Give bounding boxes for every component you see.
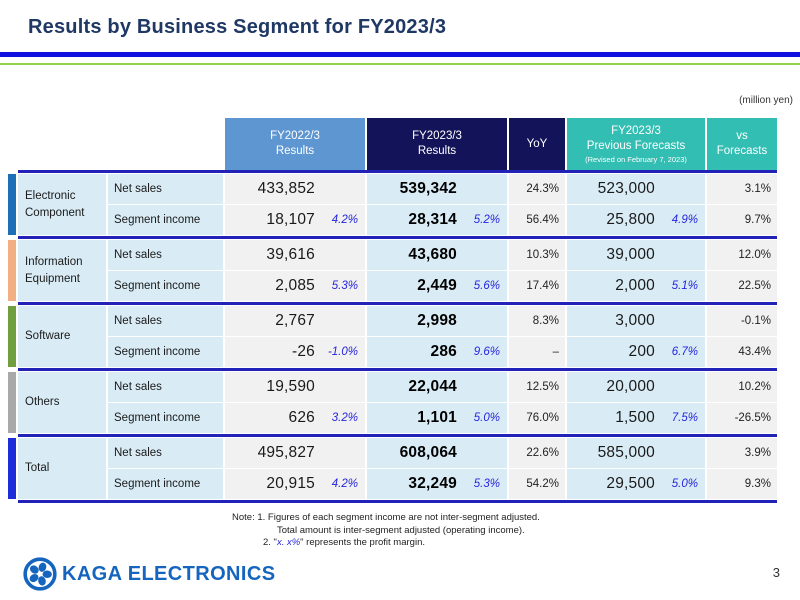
value: 3,000 [615, 312, 655, 329]
profit-margin: 5.6% [473, 280, 500, 292]
vs-forecast-cell: 22.5% [707, 271, 777, 301]
column-header-fy2023-results [367, 118, 507, 170]
table-row [108, 403, 777, 433]
table-row [108, 205, 777, 235]
forecast-cell [567, 174, 705, 204]
table-row [108, 174, 777, 204]
group-separator-line [18, 302, 777, 305]
table-bottom-line [18, 500, 777, 503]
value-cell-fy2022 [225, 240, 365, 270]
profit-margin: 5.1% [671, 280, 698, 292]
forecast-cell [567, 337, 705, 367]
header-line: YoY [526, 137, 548, 150]
value-cell-fy2022 [225, 469, 365, 499]
yoy-cell: 12.5% [509, 372, 565, 402]
value: 2,998 [417, 312, 457, 329]
value: 19,590 [266, 378, 315, 395]
value: 286 [430, 343, 457, 360]
value: 20,000 [606, 378, 655, 395]
column-header-previous-forecasts [567, 118, 705, 170]
unit-label: (million yen) [739, 95, 793, 106]
value: 43,680 [408, 246, 457, 263]
header-line: FY2023/3 [611, 124, 661, 137]
yoy-cell: 76.0% [509, 403, 565, 433]
vs-forecast-cell: 3.1% [707, 174, 777, 204]
logo-text: KAGA ELECTRONICS [62, 562, 276, 585]
value-cell-fy2023 [367, 174, 507, 204]
group-separator-line [18, 368, 777, 371]
value-cell-fy2023 [367, 205, 507, 235]
vs-forecast-cell: 9.3% [707, 469, 777, 499]
row-label: Net sales [108, 372, 223, 402]
row-label: Segment income [108, 205, 223, 235]
value: 39,616 [266, 246, 315, 263]
value: 626 [288, 409, 315, 426]
value: 585,000 [597, 444, 655, 461]
value-cell-fy2022 [225, 403, 365, 433]
vs-forecast-cell: 10.2% [707, 372, 777, 402]
header-line: Previous Forecasts [586, 139, 686, 152]
value: 20,915 [266, 475, 315, 492]
forecast-cell [567, 438, 705, 468]
forecast-cell [567, 469, 705, 499]
value: 2,085 [275, 277, 315, 294]
group-separator-line [18, 434, 777, 437]
value: 433,852 [257, 180, 315, 197]
segment-name: Total [18, 438, 106, 499]
segment-name: Software [18, 306, 106, 367]
profit-margin: 5.0% [473, 412, 500, 424]
yoy-cell: 24.3% [509, 174, 565, 204]
row-label: Net sales [108, 174, 223, 204]
value: 1,500 [615, 409, 655, 426]
value: 523,000 [597, 180, 655, 197]
profit-margin: 5.0% [671, 478, 698, 490]
row-label: Net sales [108, 306, 223, 336]
forecast-cell [567, 372, 705, 402]
vs-forecast-cell: -0.1% [707, 306, 777, 336]
forecast-cell [567, 240, 705, 270]
header-line: Results [417, 145, 457, 157]
segment-group-total [8, 438, 777, 499]
segment-name: Others [18, 372, 106, 433]
header-separator-line [18, 170, 777, 173]
column-header-vs-forecasts [707, 118, 777, 170]
vs-forecast-cell: 43.4% [707, 337, 777, 367]
value: 2,449 [417, 277, 457, 294]
table-row [108, 337, 777, 367]
segment-color-bar [8, 174, 16, 235]
segment-color-bar [8, 438, 16, 499]
profit-margin: 5.2% [473, 214, 500, 226]
value: 495,827 [257, 444, 315, 461]
segment-group-electronic-component [8, 174, 777, 235]
value-cell-fy2023 [367, 240, 507, 270]
yoy-cell: 56.4% [509, 205, 565, 235]
profit-margin: -1.0% [327, 346, 358, 358]
value-cell-fy2022 [225, 438, 365, 468]
row-label: Net sales [108, 438, 223, 468]
header-revision-note: (Revised on February 7, 2023) [585, 154, 687, 164]
row-label: Net sales [108, 240, 223, 270]
table-row [108, 306, 777, 336]
value-cell-fy2022 [225, 205, 365, 235]
forecast-cell [567, 403, 705, 433]
vs-forecast-cell: 9.7% [707, 205, 777, 235]
value: 608,064 [399, 444, 457, 461]
note-line-2: Total amount is inter-segment adjusted (operating income). [277, 524, 525, 536]
value: 25,800 [606, 211, 655, 228]
segment-group-information-equipment [8, 240, 777, 301]
group-separator-line [18, 236, 777, 239]
yoy-cell: – [509, 337, 565, 367]
title-underline-blue [0, 52, 800, 57]
profit-margin: 4.9% [671, 214, 698, 226]
profit-margin: 3.2% [331, 412, 358, 424]
forecast-cell [567, 205, 705, 235]
yoy-cell: 54.2% [509, 469, 565, 499]
header-line: Forecasts [716, 145, 768, 157]
table-row [108, 372, 777, 402]
value: 22,044 [408, 378, 457, 395]
segment-color-bar [8, 372, 16, 433]
profit-margin: 9.6% [473, 346, 500, 358]
row-label: Segment income [108, 271, 223, 301]
value-cell-fy2023 [367, 337, 507, 367]
column-header-fy2022-results [225, 118, 365, 170]
table-row [108, 469, 777, 499]
row-label: Segment income [108, 469, 223, 499]
value: 539,342 [399, 180, 457, 197]
profit-margin: 4.2% [331, 478, 358, 490]
value-cell-fy2023 [367, 372, 507, 402]
results-table [8, 118, 777, 503]
value: 18,107 [266, 211, 315, 228]
footnotes [232, 512, 540, 550]
forecast-cell [567, 271, 705, 301]
value: 32,249 [408, 475, 457, 492]
segment-color-bar [8, 240, 16, 301]
value: 2,000 [615, 277, 655, 294]
row-label: Segment income [108, 337, 223, 367]
yoy-cell: 10.3% [509, 240, 565, 270]
value-cell-fy2022 [225, 372, 365, 402]
yoy-cell: 22.6% [509, 438, 565, 468]
segment-name: Electronic Component [18, 174, 106, 235]
segment-color-bar [8, 306, 16, 367]
note-line-3: 2. "x. x%" represents the profit margin. [263, 537, 425, 549]
margin-notation-example: x. x% [276, 537, 301, 549]
value-cell-fy2023 [367, 438, 507, 468]
note-line-1: Note: 1. Figures of each segment income are not inter-segment adjusted. [232, 512, 540, 523]
value: 28,314 [408, 211, 457, 228]
profit-margin: 6.7% [671, 346, 698, 358]
segment-group-others [8, 372, 777, 433]
profit-margin: 5.3% [473, 478, 500, 490]
row-label: Segment income [108, 403, 223, 433]
value: 200 [628, 343, 655, 360]
forecast-cell [567, 306, 705, 336]
profit-margin: 7.5% [671, 412, 698, 424]
value: 39,000 [606, 246, 655, 263]
vs-forecast-cell: 12.0% [707, 240, 777, 270]
value-cell-fy2023 [367, 271, 507, 301]
value: 1,101 [417, 409, 457, 426]
yoy-cell: 17.4% [509, 271, 565, 301]
value: -26 [291, 343, 315, 360]
value-cell-fy2023 [367, 306, 507, 336]
header-line: FY2022/3 [270, 130, 320, 143]
profit-margin: 4.2% [331, 214, 358, 226]
segment-name: Information Equipment [18, 240, 106, 301]
title-underline-green [0, 63, 800, 65]
page-title: Results by Business Segment for FY2023/3 [28, 16, 447, 38]
table-row [108, 240, 777, 270]
header-line: FY2023/3 [412, 130, 462, 143]
value-cell-fy2022 [225, 271, 365, 301]
value-cell-fy2023 [367, 469, 507, 499]
value-cell-fy2022 [225, 174, 365, 204]
value-cell-fy2022 [225, 337, 365, 367]
vs-forecast-cell: -26.5% [707, 403, 777, 433]
page-number: 3 [772, 565, 780, 580]
table-header-row [225, 118, 777, 170]
value-cell-fy2022 [225, 306, 365, 336]
value-cell-fy2023 [367, 403, 507, 433]
yoy-cell: 8.3% [509, 306, 565, 336]
segment-group-software [8, 306, 777, 367]
company-logo [22, 556, 275, 592]
profit-margin: 5.3% [331, 280, 358, 292]
value: 29,500 [606, 475, 655, 492]
value: 2,767 [275, 312, 315, 329]
table-row [108, 438, 777, 468]
header-line: vs [736, 130, 748, 143]
table-row [108, 271, 777, 301]
header-line: Results [275, 145, 315, 157]
vs-forecast-cell: 3.9% [707, 438, 777, 468]
logo-pinwheel-icon [22, 556, 58, 592]
column-header-yoy [509, 118, 565, 170]
